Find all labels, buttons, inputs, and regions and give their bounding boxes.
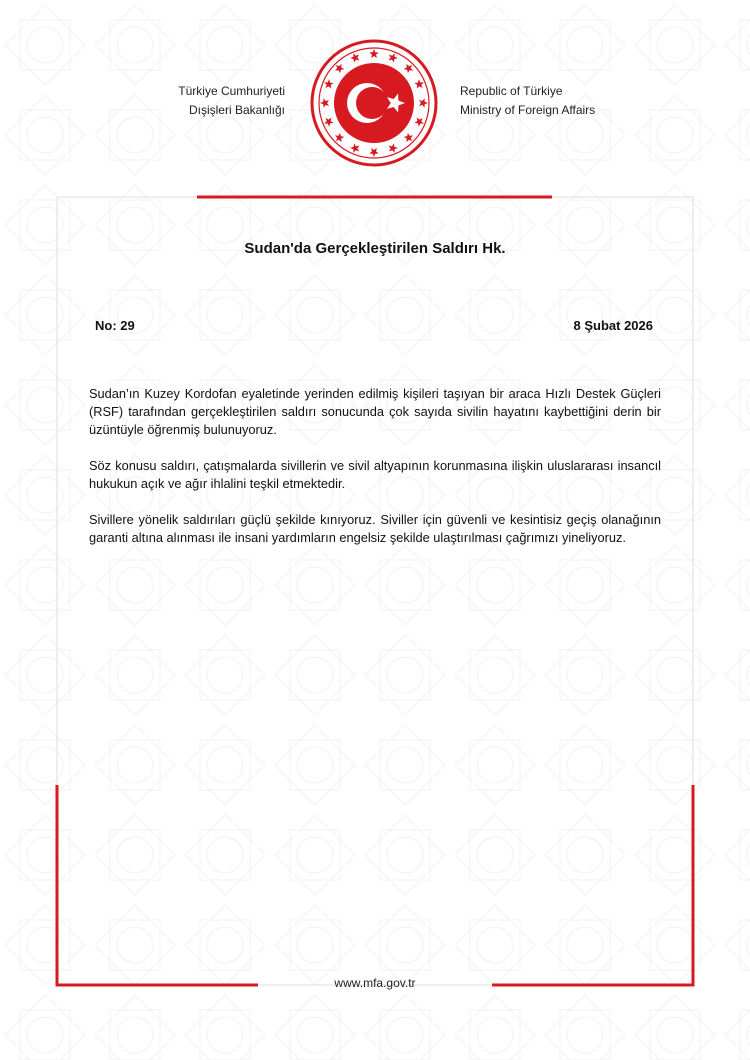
document-date: 8 Şubat 2026	[573, 318, 653, 333]
org-line: Dışişleri Bakanlığı	[188, 103, 285, 117]
org-line: Ministry of Foreign Affairs	[460, 103, 596, 117]
paragraph: Söz konusu saldırı, çatışmalarda sivillerin ve sivil altyapının korunmasına ilişkin uluslararası insancıl hukukun açık ve ağır ihlalini teşkil etmektedir.	[89, 458, 661, 491]
document-body	[89, 385, 661, 565]
document-title: Sudan'da Gerçekleştirilen Saldırı Hk.	[244, 240, 506, 257]
website-link[interactable]: www.mfa.gov.tr	[334, 976, 416, 990]
paragraph: Sudan’ın Kuzey Kordofan eyaletinde yerinden edilmiş kişileri taşıyan bir araca Hızlı Destek Güçleri (RSF) tarafından gerçekleştirilen saldırı sonucunda çok sayıda sivilin hayatını kaybettiğini derin bir üzüntüyle öğrenmiş bulunuyoruz.	[89, 386, 661, 437]
paragraph: Sivillere yönelik saldırıları güçlü şekilde kınıyoruz. Siviller için güvenli ve kesintisiz geçiş olanağının garanti altına alınması ile insani yardımların engelsiz şekilde ulaştırılması çağrımızı yineliyoruz.	[89, 512, 661, 545]
document-number: No: 29	[95, 318, 135, 333]
org-line: Türkiye Cumhuriyeti	[178, 84, 285, 98]
org-line: Republic of Türkiye	[460, 84, 563, 98]
